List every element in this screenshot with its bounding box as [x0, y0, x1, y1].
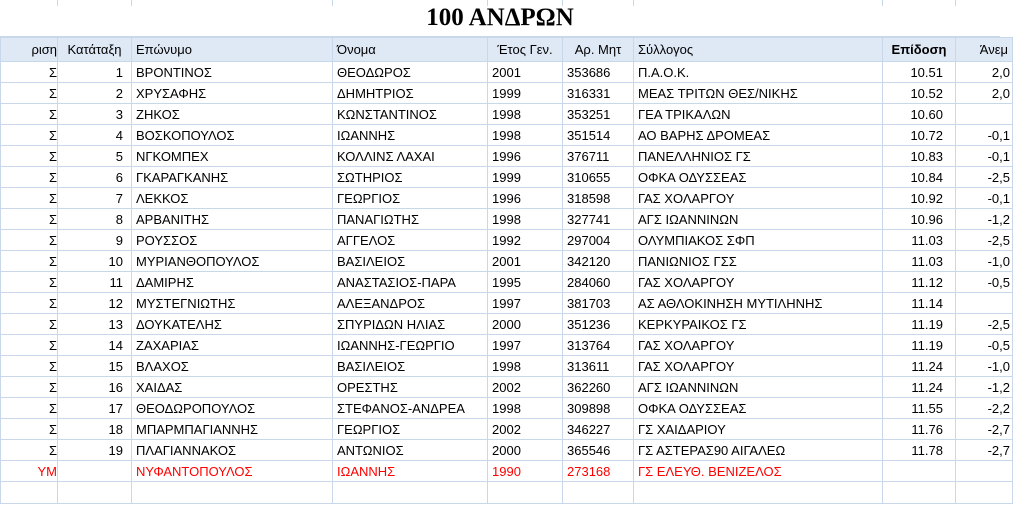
cell-surname[interactable]: ΘΕΟΔΩΡΟΠΟΥΛΟΣ: [132, 398, 333, 419]
cell-wind[interactable]: -2,5: [956, 230, 1013, 251]
cell-surname[interactable]: ΔΑΜΙΡΗΣ: [132, 272, 333, 293]
cell-surname[interactable]: ΔΟΥΚΑΤΕΛΗΣ: [132, 314, 333, 335]
cell-wind[interactable]: -0,1: [956, 125, 1013, 146]
cell-club[interactable]: ΟΦΚΑ ΟΔΥΣΣΕΑΣ: [634, 398, 883, 419]
cell-surname[interactable]: ΡΟΥΣΣΟΣ: [132, 230, 333, 251]
cell-reg[interactable]: 353686: [563, 62, 634, 83]
cell-rank[interactable]: 16: [58, 377, 132, 398]
cell-perf[interactable]: 10.72: [883, 125, 956, 146]
cell-name[interactable]: ΑΝΑΣΤΑΣΙΟΣ-ΠΑΡΑ: [333, 272, 488, 293]
cell-year[interactable]: 2001: [488, 62, 563, 83]
table-row: [1, 209, 1013, 230]
cell-name[interactable]: ΙΩΑΝΝΗΣ: [333, 461, 488, 482]
header-row: [1, 38, 1013, 62]
table-row: [1, 167, 1013, 188]
table-row: [1, 188, 1013, 209]
cell-rank[interactable]: 18: [58, 419, 132, 440]
cell-club[interactable]: ΑΓΣ ΙΩΑΝΝΙΝΩΝ: [634, 377, 883, 398]
cell-surname[interactable]: ΧΑΙΔΑΣ: [132, 377, 333, 398]
cell-a[interactable]: Σ: [1, 314, 58, 335]
cell-reg[interactable]: 346227: [563, 419, 634, 440]
cell-perf[interactable]: 10.52: [883, 83, 956, 104]
cell-surname[interactable]: ΜΥΣΤΕΓΝΙΩΤΗΣ: [132, 293, 333, 314]
cell-a[interactable]: Σ: [1, 335, 58, 356]
cell-empty[interactable]: [563, 482, 634, 504]
cell-reg[interactable]: 342120: [563, 251, 634, 272]
cell-perf[interactable]: 11.14: [883, 293, 956, 314]
cell-a[interactable]: Σ: [1, 62, 58, 83]
cell-a[interactable]: Σ: [1, 419, 58, 440]
header-cell[interactable]: Επίδοση: [883, 38, 956, 62]
cell-name[interactable]: ΒΑΣΙΛΕΙΟΣ: [333, 251, 488, 272]
cell-rank[interactable]: [58, 461, 132, 482]
cell-surname[interactable]: ΒΛΑΧΟΣ: [132, 356, 333, 377]
title-row[interactable]: [0, 0, 1000, 37]
cell-reg[interactable]: 327741: [563, 209, 634, 230]
cell-wind[interactable]: -1,2: [956, 209, 1013, 230]
cell-perf[interactable]: 10.84: [883, 167, 956, 188]
cell-reg[interactable]: 313611: [563, 356, 634, 377]
cell-wind[interactable]: -2,7: [956, 419, 1013, 440]
cell-year[interactable]: 1999: [488, 167, 563, 188]
cell-surname[interactable]: ΖΗΚΟΣ: [132, 104, 333, 125]
cell-name[interactable]: ΑΓΓΕΛΟΣ: [333, 230, 488, 251]
cell-reg[interactable]: 313764: [563, 335, 634, 356]
cell-a[interactable]: ΥΜ: [1, 461, 58, 482]
cell-perf[interactable]: 11.76: [883, 419, 956, 440]
cell-year[interactable]: 2002: [488, 419, 563, 440]
cell-wind[interactable]: -2,5: [956, 167, 1013, 188]
cell-perf[interactable]: 10.51: [883, 62, 956, 83]
cell-empty[interactable]: [488, 482, 563, 504]
cell-name[interactable]: ΣΠΥΡΙΔΩΝ ΗΛΙΑΣ: [333, 314, 488, 335]
cell-year[interactable]: 1998: [488, 398, 563, 419]
cell-empty[interactable]: [132, 482, 333, 504]
cell-rank[interactable]: 10: [58, 251, 132, 272]
cell-name[interactable]: ΚΟΛΛΙΝΣ ΛΑΧΑΙ: [333, 146, 488, 167]
cell-reg[interactable]: 297004: [563, 230, 634, 251]
cell-year[interactable]: 2002: [488, 377, 563, 398]
cell-rank[interactable]: 9: [58, 230, 132, 251]
cell-name[interactable]: ΘΕΟΔΩΡΟΣ: [333, 62, 488, 83]
cell-empty[interactable]: [58, 482, 132, 504]
cell-perf[interactable]: 11.19: [883, 314, 956, 335]
cell-wind[interactable]: [956, 461, 1013, 482]
cell-rank[interactable]: 5: [58, 146, 132, 167]
cell-perf[interactable]: 11.03: [883, 251, 956, 272]
cell-a[interactable]: Σ: [1, 293, 58, 314]
cell-year[interactable]: 2001: [488, 251, 563, 272]
cell-year[interactable]: 1995: [488, 272, 563, 293]
cell-surname[interactable]: ΜΠΑΡΜΠΑΓΙΑΝΝΗΣ: [132, 419, 333, 440]
cell-empty[interactable]: [1, 482, 58, 504]
cell-year[interactable]: 1992: [488, 230, 563, 251]
cell-a[interactable]: Σ: [1, 440, 58, 461]
cell-a[interactable]: Σ: [1, 83, 58, 104]
cell-year[interactable]: 2000: [488, 314, 563, 335]
cell-club[interactable]: ΓΣ ΕΛΕΥΘ. ΒΕΝΙΖΕΛΟΣ: [634, 461, 883, 482]
cell-wind[interactable]: -0,1: [956, 188, 1013, 209]
cell-year[interactable]: 1997: [488, 335, 563, 356]
cell-name[interactable]: ΑΛΕΞΑΝΔΡΟΣ: [333, 293, 488, 314]
cell-perf[interactable]: 11.24: [883, 377, 956, 398]
cell-rank[interactable]: 7: [58, 188, 132, 209]
cell-surname[interactable]: ΝΥΦΑΝΤΟΠΟΥΛΟΣ: [132, 461, 333, 482]
table-row: [1, 335, 1013, 356]
cell-wind[interactable]: -2,7: [956, 440, 1013, 461]
cell-wind[interactable]: 2,0: [956, 83, 1013, 104]
cell-club[interactable]: ΓΑΣ ΧΟΛΑΡΓΟΥ: [634, 356, 883, 377]
cell-club[interactable]: ΓΣ ΑΣΤΕΡΑΣ90 ΑΙΓΑΛΕΩ: [634, 440, 883, 461]
cell-a[interactable]: Σ: [1, 188, 58, 209]
header-cell[interactable]: Αρ. Μητ: [563, 38, 634, 62]
cell-club[interactable]: ΓΣ ΧΑΙΔΑΡΙΟΥ: [634, 419, 883, 440]
table-row: [1, 62, 1013, 83]
table-row: [1, 230, 1013, 251]
cell-rank[interactable]: 1: [58, 62, 132, 83]
cell-a[interactable]: Σ: [1, 398, 58, 419]
cell-year[interactable]: 1996: [488, 188, 563, 209]
cell-rank[interactable]: 15: [58, 356, 132, 377]
cell-year[interactable]: 2000: [488, 440, 563, 461]
table-row: [1, 125, 1013, 146]
header-cell[interactable]: Σύλλογος: [634, 38, 883, 62]
cell-club[interactable]: ΑΟ ΒΑΡΗΣ ΔΡΟΜΕΑΣ: [634, 125, 883, 146]
header-cell[interactable]: Έτος Γεν.: [488, 38, 563, 62]
cell-perf[interactable]: [883, 461, 956, 482]
cell-reg[interactable]: 376711: [563, 146, 634, 167]
cell-wind[interactable]: -0,1: [956, 146, 1013, 167]
cell-reg[interactable]: 316331: [563, 83, 634, 104]
cell-reg[interactable]: 310655: [563, 167, 634, 188]
cell-reg[interactable]: 362260: [563, 377, 634, 398]
cell-wind[interactable]: [956, 104, 1013, 125]
cell-a[interactable]: Σ: [1, 104, 58, 125]
cell-year[interactable]: 1998: [488, 356, 563, 377]
cell-rank[interactable]: 6: [58, 167, 132, 188]
cell-rank[interactable]: 19: [58, 440, 132, 461]
cell-a[interactable]: Σ: [1, 167, 58, 188]
table-row: [1, 83, 1013, 104]
cell-surname[interactable]: ΒΟΣΚΟΠΟΥΛΟΣ: [132, 125, 333, 146]
cell-surname[interactable]: ΑΡΒΑΝΙΤΗΣ: [132, 209, 333, 230]
cell-rank[interactable]: 11: [58, 272, 132, 293]
cell-perf[interactable]: 11.78: [883, 440, 956, 461]
table-row: [1, 356, 1013, 377]
cell-club[interactable]: ΓΑΣ ΧΟΛΑΡΓΟΥ: [634, 272, 883, 293]
cell-rank[interactable]: 2: [58, 83, 132, 104]
cell-wind[interactable]: -0,5: [956, 272, 1013, 293]
cell-club[interactable]: ΠΑΝΙΩΝΙΟΣ ΓΣΣ: [634, 251, 883, 272]
cell-name[interactable]: ΓΕΩΡΓΙΟΣ: [333, 419, 488, 440]
cell-a[interactable]: Σ: [1, 209, 58, 230]
cell-year[interactable]: 1998: [488, 125, 563, 146]
cell-rank[interactable]: 8: [58, 209, 132, 230]
cell-rank[interactable]: 4: [58, 125, 132, 146]
cell-empty[interactable]: [333, 482, 488, 504]
cell-wind[interactable]: [956, 293, 1013, 314]
cell-a[interactable]: Σ: [1, 356, 58, 377]
cell-wind[interactable]: -2,5: [956, 314, 1013, 335]
cell-reg[interactable]: 284060: [563, 272, 634, 293]
cell-year[interactable]: 1996: [488, 146, 563, 167]
table-row: [1, 440, 1013, 461]
cell-club[interactable]: Π.Α.Ο.Κ.: [634, 62, 883, 83]
cell-surname[interactable]: ΝΓΚΟΜΠΕΧ: [132, 146, 333, 167]
cell-perf[interactable]: 11.24: [883, 356, 956, 377]
table-row: [1, 377, 1013, 398]
cell-name[interactable]: ΚΩΝΣΤΑΝΤΙΝΟΣ: [333, 104, 488, 125]
cell-surname[interactable]: ΒΡΟΝΤΙΝΟΣ: [132, 62, 333, 83]
cell-wind[interactable]: 2,0: [956, 62, 1013, 83]
table-row: [1, 272, 1013, 293]
header-cell[interactable]: ριση: [1, 38, 58, 62]
cell-perf[interactable]: 11.55: [883, 398, 956, 419]
cell-wind[interactable]: -2,2: [956, 398, 1013, 419]
cell-year[interactable]: 1999: [488, 83, 563, 104]
cell-perf[interactable]: 10.92: [883, 188, 956, 209]
cell-year[interactable]: 1990: [488, 461, 563, 482]
cell-name[interactable]: ΑΝΤΩΝΙΟΣ: [333, 440, 488, 461]
cell-reg[interactable]: 365546: [563, 440, 634, 461]
cell-name[interactable]: ΠΑΝΑΓΙΩΤΗΣ: [333, 209, 488, 230]
cell-perf[interactable]: 11.19: [883, 335, 956, 356]
cell-club[interactable]: ΟΛΥΜΠΙΑΚΟΣ ΣΦΠ: [634, 230, 883, 251]
cell-reg[interactable]: 351514: [563, 125, 634, 146]
cell-year[interactable]: 1997: [488, 293, 563, 314]
cell-name[interactable]: ΣΩΤΗΡΙΟΣ: [333, 167, 488, 188]
cell-a[interactable]: Σ: [1, 377, 58, 398]
table-row: [1, 398, 1013, 419]
header-cell[interactable]: Όνομα: [333, 38, 488, 62]
cell-name[interactable]: ΓΕΩΡΓΙΟΣ: [333, 188, 488, 209]
cell-rank[interactable]: 12: [58, 293, 132, 314]
cell-surname[interactable]: ΖΑΧΑΡΙΑΣ: [132, 335, 333, 356]
cell-surname[interactable]: ΠΛΑΓΙΑΝΝΑΚΟΣ: [132, 440, 333, 461]
cell-rank[interactable]: 14: [58, 335, 132, 356]
cell-a[interactable]: Σ: [1, 272, 58, 293]
cell-club[interactable]: ΓΕΑ ΤΡΙΚΑΛΩΝ: [634, 104, 883, 125]
cell-rank[interactable]: 13: [58, 314, 132, 335]
cell-surname[interactable]: ΛΕΚΚΟΣ: [132, 188, 333, 209]
cell-perf[interactable]: 10.96: [883, 209, 956, 230]
cell-year[interactable]: 1998: [488, 209, 563, 230]
table-row: [1, 293, 1013, 314]
cell-club[interactable]: ΠΑΝΕΛΛΗΝΙΟΣ ΓΣ: [634, 146, 883, 167]
cell-perf[interactable]: 10.60: [883, 104, 956, 125]
cell-year[interactable]: 1998: [488, 104, 563, 125]
cell-reg[interactable]: 353251: [563, 104, 634, 125]
cell-a[interactable]: Σ: [1, 251, 58, 272]
cell-name[interactable]: ΙΩΑΝΝΗΣ-ΓΕΩΡΓΙΟ: [333, 335, 488, 356]
header-cell[interactable]: Άνεμ: [956, 38, 1013, 62]
cell-a[interactable]: Σ: [1, 146, 58, 167]
cell-reg[interactable]: 318598: [563, 188, 634, 209]
cell-rank[interactable]: 17: [58, 398, 132, 419]
cell-surname[interactable]: ΓΚΑΡΑΓΚΑΝΗΣ: [132, 167, 333, 188]
cell-perf[interactable]: 11.03: [883, 230, 956, 251]
table-row-dq: [1, 461, 1013, 482]
cell-name[interactable]: ΣΤΕΦΑΝΟΣ-ΑΝΔΡΕΑ: [333, 398, 488, 419]
table-row: [1, 146, 1013, 167]
cell-perf[interactable]: 10.83: [883, 146, 956, 167]
table-row: [1, 314, 1013, 335]
cell-surname[interactable]: ΧΡΥΣΑΦΗΣ: [132, 83, 333, 104]
table-row: [1, 251, 1013, 272]
cell-name[interactable]: ΔΗΜΗΤΡΙΟΣ: [333, 83, 488, 104]
cell-club[interactable]: ΓΑΣ ΧΟΛΑΡΓΟΥ: [634, 335, 883, 356]
cell-reg[interactable]: 309898: [563, 398, 634, 419]
cell-empty[interactable]: [956, 482, 1013, 504]
cell-surname[interactable]: ΜΥΡΙΑΝΘΟΠΟΥΛΟΣ: [132, 251, 333, 272]
sheet-title: 100 ΑΝΔΡΩΝ: [426, 4, 574, 31]
cell-name[interactable]: ΟΡΕΣΤΗΣ: [333, 377, 488, 398]
cell-wind[interactable]: -1,0: [956, 251, 1013, 272]
cell-a[interactable]: Σ: [1, 230, 58, 251]
cell-reg[interactable]: 351236: [563, 314, 634, 335]
table-row: [1, 419, 1013, 440]
cell-club[interactable]: ΟΦΚΑ ΟΔΥΣΣΕΑΣ: [634, 167, 883, 188]
cell-name[interactable]: ΒΑΣΙΛΕΙΟΣ: [333, 356, 488, 377]
cell-rank[interactable]: 3: [58, 104, 132, 125]
table-row: [1, 104, 1013, 125]
header-cell[interactable]: Κατάταξη: [58, 38, 132, 62]
results-table: [0, 37, 1013, 504]
cell-club[interactable]: ΚΕΡΚΥΡΑΙΚΟΣ ΓΣ: [634, 314, 883, 335]
cell-name[interactable]: ΙΩΑΝΝΗΣ: [333, 125, 488, 146]
cell-empty[interactable]: [634, 482, 883, 504]
cell-club[interactable]: ΑΣ ΑΘΛΟΚΙΝΗΣΗ ΜΥΤΙΛΗΝΗΣ: [634, 293, 883, 314]
cell-wind[interactable]: -1,0: [956, 356, 1013, 377]
header-cell[interactable]: Επώνυμο: [132, 38, 333, 62]
cell-club[interactable]: ΜΕΑΣ ΤΡΙΤΩΝ ΘΕΣ/ΝΙΚΗΣ: [634, 83, 883, 104]
cell-perf[interactable]: 11.12: [883, 272, 956, 293]
cell-wind[interactable]: -0,5: [956, 335, 1013, 356]
cell-wind[interactable]: -1,2: [956, 377, 1013, 398]
cell-reg[interactable]: 381703: [563, 293, 634, 314]
cell-club[interactable]: ΑΓΣ ΙΩΑΝΝΙΝΩΝ: [634, 209, 883, 230]
table-row-empty: [1, 482, 1013, 504]
cell-reg[interactable]: 273168: [563, 461, 634, 482]
cell-a[interactable]: Σ: [1, 125, 58, 146]
cell-club[interactable]: ΓΑΣ ΧΟΛΑΡΓΟΥ: [634, 188, 883, 209]
cell-empty[interactable]: [883, 482, 956, 504]
